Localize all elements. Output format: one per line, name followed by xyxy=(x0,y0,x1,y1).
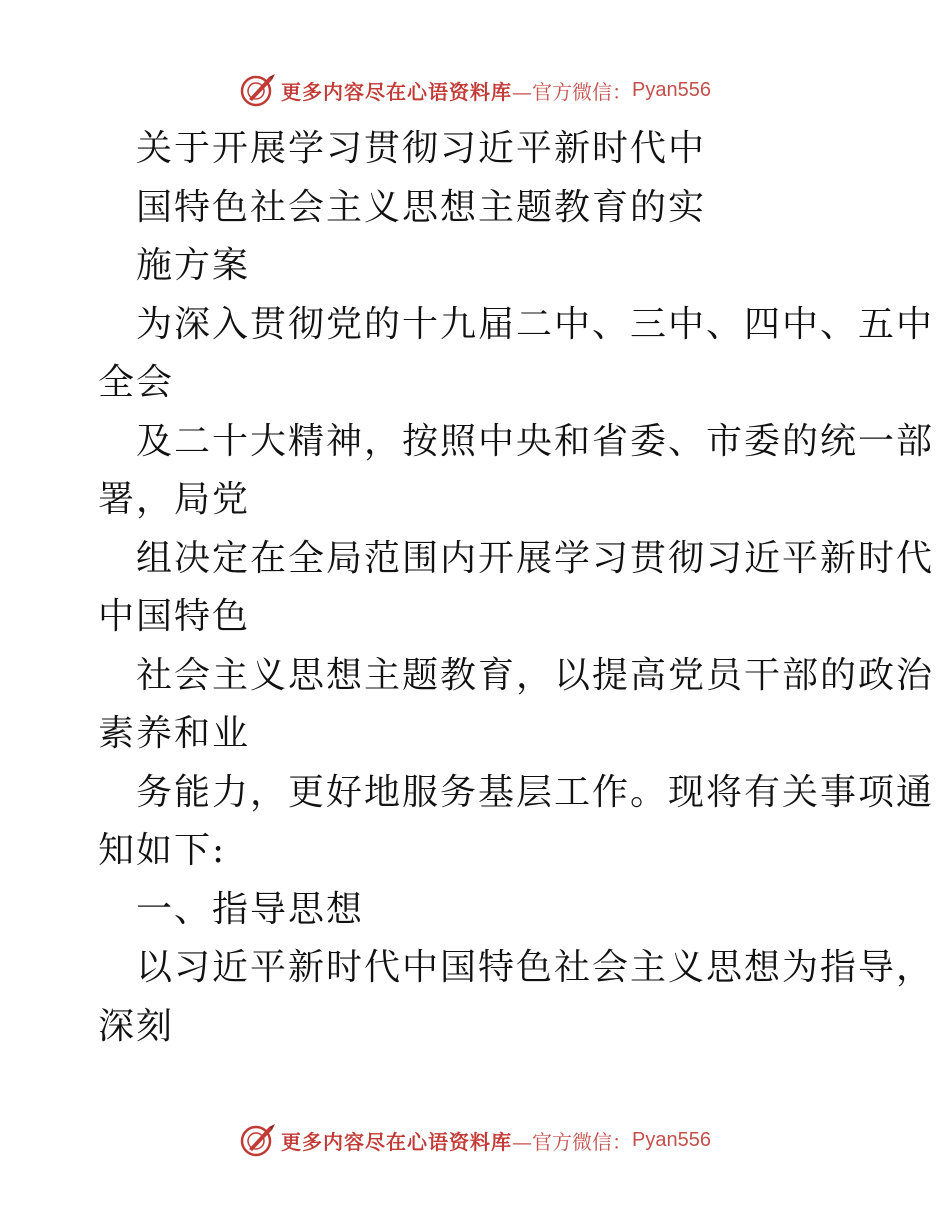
body-line: 社会主义思想主题教育，以提高党员干部的政治 xyxy=(136,654,935,696)
body-line: 全会 xyxy=(98,362,175,403)
body-line: 署，局党 xyxy=(98,479,251,520)
section-heading: 一、指导思想 xyxy=(136,888,365,930)
body-line: 深刻 xyxy=(98,1005,175,1047)
watermark-text: 更多内容尽在心语资料库 xyxy=(281,1129,513,1154)
body-line: 国特色社会主义思想主题教育的实 xyxy=(136,186,707,228)
body-line: 关于开展学习贯彻习近平新时代中 xyxy=(136,128,707,169)
body-line: 为深入贯彻党的十九届二中、三中、四中、五中 xyxy=(136,303,935,345)
quill-logo-icon xyxy=(239,1122,277,1158)
body-line: 知如下: xyxy=(98,830,227,871)
body-line: 及二十大精神，按照中央和省委、市委的统一部 xyxy=(136,420,935,462)
watermark-wechat-id: Pyan556 xyxy=(632,1128,711,1151)
body-line: 施方案 xyxy=(136,245,251,286)
watermark-official-label: —官方微信： xyxy=(512,1129,633,1154)
body-line: 组决定在全局范围内开展学习贯彻习近平新时代 xyxy=(136,537,935,579)
body-line: 务能力，更好地服务基层工作。现将有关事项通 xyxy=(136,771,935,813)
watermark-text: 更多内容尽在心语资料库 xyxy=(281,79,513,104)
watermark-wechat-id: Pyan556 xyxy=(632,78,711,101)
body-line: 素养和业 xyxy=(98,713,251,754)
document-body xyxy=(98,120,935,1056)
footer-watermark xyxy=(0,1118,950,1162)
header-watermark xyxy=(0,68,950,112)
body-line: 中国特色 xyxy=(98,596,251,637)
watermark-official-label: —官方微信： xyxy=(512,79,633,104)
body-line: 以习近平新时代中国特色社会主义思想为指导， xyxy=(136,947,935,988)
quill-logo-icon xyxy=(239,72,277,108)
